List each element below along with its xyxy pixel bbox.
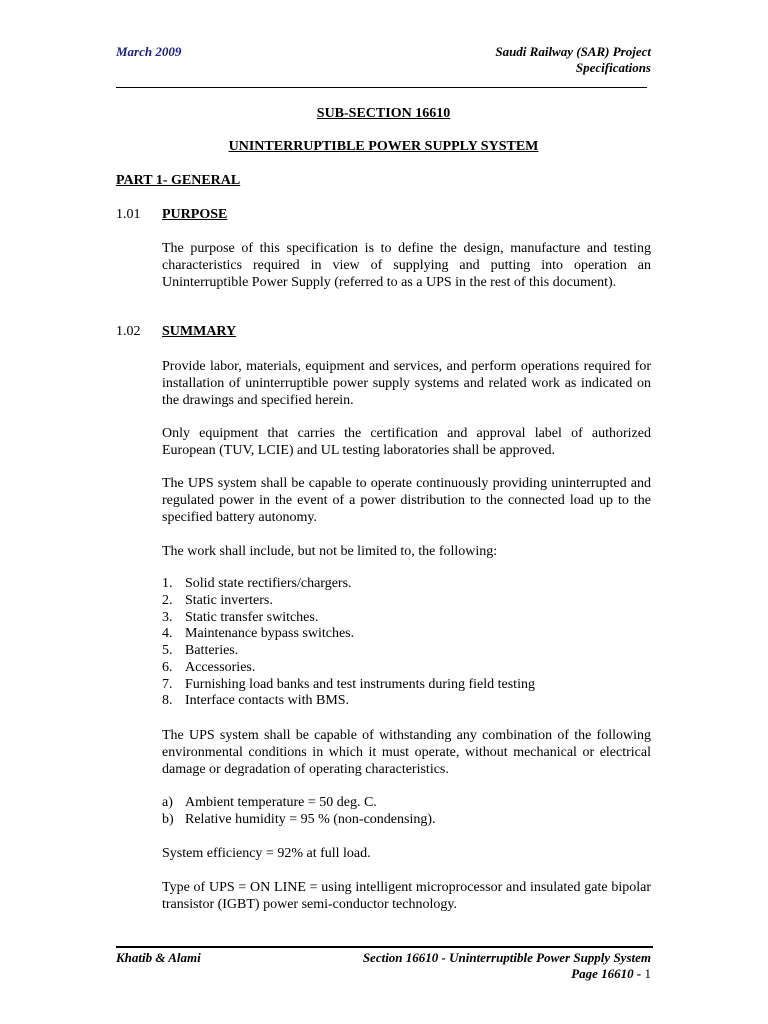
- list-item: [162, 576, 651, 593]
- list-item-text: Relative humidity = 95 % (non-condensing).: [185, 811, 436, 827]
- header-project-block: [495, 44, 651, 76]
- list-item-text: Interface contacts with BMS.: [185, 693, 350, 709]
- list-marker: 7.: [162, 676, 173, 692]
- footer-page-line: [363, 966, 651, 982]
- part-title: PART 1- GENERAL: [116, 173, 241, 188]
- system-title: UNINTERRUPTIBLE POWER SUPPLY SYSTEM: [228, 139, 539, 154]
- footer-company: Khatib & Alami: [116, 950, 201, 965]
- list-item: [162, 593, 651, 610]
- section-heading-purpose: PURPOSE: [162, 207, 228, 222]
- work-items-list: [162, 576, 651, 710]
- subsection-title: SUB-SECTION 16610: [316, 106, 451, 121]
- footer-divider: [116, 946, 653, 948]
- footer-right-block: [363, 950, 651, 982]
- list-marker: a): [162, 795, 173, 810]
- list-item-text: Static inverters.: [185, 592, 273, 608]
- list-marker: b): [162, 811, 174, 827]
- summary-paragraph-7: Type of UPS = ON LINE = using intelligent microprocessor and insulated gate bipolar transistor (IGBT) power semi-conductor technology.: [162, 880, 651, 912]
- summary-paragraph-2: Only equipment that carries the certification and approval label of authorized European (TUV, LCIE) and UL testing laboratories shall be approved.: [162, 426, 651, 458]
- header-doc-type: Specifications: [575, 60, 651, 75]
- list-marker: 5.: [162, 643, 173, 658]
- list-item: [162, 660, 651, 677]
- header-date: March 2009: [116, 44, 182, 59]
- list-item: [162, 626, 651, 643]
- list-marker: 8.: [162, 693, 173, 709]
- purpose-paragraph: The purpose of this specification is to define the design, manufacture and testing characteristics required in view of supplying and putting into operation an Uninterruptible Power Supply (referred to as a UPS in the rest of this document).: [162, 241, 651, 290]
- footer-page-number: 1: [644, 966, 651, 981]
- list-marker: 2.: [162, 592, 173, 608]
- footer-section-label: Section 16610 - Uninterruptible Power Supply System: [362, 950, 651, 965]
- list-item: [162, 812, 651, 829]
- list-item: [162, 795, 651, 812]
- list-item-text: Batteries.: [185, 643, 239, 658]
- footer-page-label: Page 16610 -: [571, 966, 642, 981]
- list-item: [162, 610, 651, 627]
- list-item-text: Solid state rectifiers/chargers.: [185, 576, 352, 591]
- header-divider: [116, 87, 647, 88]
- list-item: [162, 693, 651, 710]
- list-item-text: Accessories.: [185, 659, 256, 675]
- summary-paragraph-3: The UPS system shall be capable to operate continuously providing uninterrupted and regulated power in the event of a power distribution to the connected load up to the specified battery autonomy.: [162, 476, 651, 525]
- header-project: Saudi Railway (SAR) Project: [495, 44, 651, 59]
- list-item-text: Maintenance bypass switches.: [185, 626, 355, 642]
- list-item: [162, 677, 651, 694]
- conditions-list: [162, 795, 651, 829]
- summary-paragraph-4: The work shall include, but not be limited to, the following:: [162, 544, 498, 559]
- summary-paragraph-1: Provide labor, materials, equipment and services, and perform operations required for installation of uninterruptible power supply systems and related work as indicated on the drawings and specified herein.: [162, 359, 651, 408]
- summary-paragraph-5: The UPS system shall be capable of withstanding any combination of the following environmental conditions in which it must operate, without mechanical or electrical damage or degradation of operating characteristics.: [162, 728, 651, 777]
- section-number: 1.01: [116, 207, 141, 222]
- summary-paragraph-6: System efficiency = 92% at full load.: [162, 846, 371, 861]
- list-marker: 4.: [162, 626, 173, 642]
- section-number: 1.02: [116, 324, 141, 339]
- section-heading-summary: SUMMARY: [162, 324, 237, 339]
- list-item-text: Furnishing load banks and test instruments during field testing: [185, 676, 535, 692]
- list-marker: 1.: [162, 576, 173, 591]
- list-item: [162, 643, 651, 660]
- list-marker: 6.: [162, 659, 173, 675]
- list-marker: 3.: [162, 609, 173, 625]
- list-item-text: Static transfer switches.: [185, 609, 319, 625]
- list-item-text: Ambient temperature = 50 deg. C.: [185, 795, 377, 810]
